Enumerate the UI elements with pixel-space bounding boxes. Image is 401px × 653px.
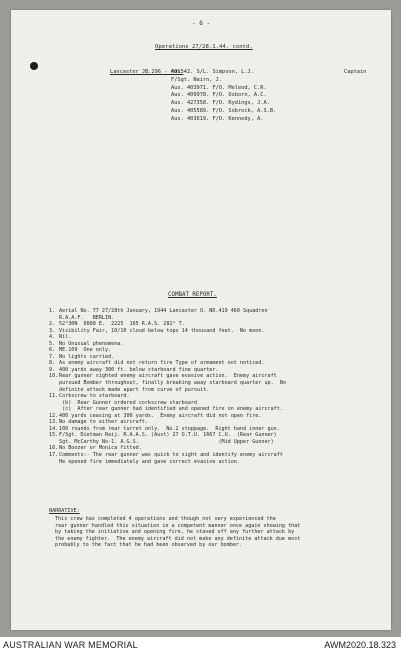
- combat-item-text: 400 yards ceasing at 300 yards. Enemy aircraft did not open fire.: [59, 412, 262, 419]
- combat-item-text: Visibility Fair, 10/10 cloud below tops 14 thousand feet. No moon.: [59, 327, 265, 334]
- combat-item-number: 14.: [49, 425, 59, 432]
- crew-member: F/Sgt. Nairn, J.: [171, 76, 223, 83]
- crew-member: Aus. 405589. F/O. Sobrock, A.S.B.: [171, 107, 277, 114]
- combat-report-items: [49, 308, 381, 465]
- combat-item-text: F/Sgt. Dietman Reij. R.A.A.S. (Aust) 27 O.T.U. 1667 C.U. (Rear Gunner): [59, 432, 277, 439]
- combat-item-text: As enemy aircraft did not return fire Type of armament not noticed.: [59, 360, 265, 367]
- combat-item-text: (c) After rear gunner had identified and opened fire on enemy aircraft.: [59, 406, 283, 413]
- combat-item-number: 1.: [49, 308, 56, 314]
- combat-item-text: ME.109 One only.: [59, 347, 112, 354]
- crew-member: Aus. 409978. F/O. Osborn, A.C.: [171, 92, 267, 99]
- narrative-label: NARRATIVE:: [49, 508, 80, 514]
- combat-item-text: Sgt. McCarthy No-1. A.G.S. (Mid Upper Gunner): [59, 438, 274, 445]
- combat-item-text: Comments:- The rear gunner was quick to sight and identify enemy aircraft: [59, 452, 283, 459]
- crew-member: Aus. 403619. F/O. Kennedy, A.: [171, 115, 264, 122]
- combat-item-text: No Unusual phenomena.: [59, 340, 124, 347]
- footer-bar: [0, 637, 401, 653]
- combat-item-number: 16.: [49, 445, 59, 452]
- combat-item-number: 11.: [49, 393, 59, 400]
- punch-hole: [30, 62, 38, 70]
- combat-item-text: 400 yards away 300 ft. below starboard fine quarter.: [59, 366, 219, 373]
- combat-item-line: [49, 459, 381, 466]
- combat-item-text: He opened fire immediately and gave correct evasive action.: [59, 458, 240, 465]
- combat-item-text: 52°30N 0008 E. 2225 165 R.A.S. 281° T.: [59, 321, 185, 328]
- narrative-line: the enemy fighter. The enemy aircraft did not make any definite attack due most: [55, 535, 301, 542]
- combat-item-number: 12.: [49, 412, 59, 419]
- combat-item-text: Corkscrew to starboard.: [59, 393, 130, 400]
- combat-item-text: No damage to either aircraft.: [59, 419, 148, 426]
- combat-item-number: 10.: [49, 373, 59, 380]
- combat-item-number: 7.: [49, 353, 56, 360]
- operations-heading: Operations 27/28.1.44. contd.: [155, 44, 253, 50]
- crew-list: [171, 69, 276, 124]
- narrative-line: probably to the fact that he had been observed by our bomber.: [55, 542, 243, 549]
- combat-item-number: 17.: [49, 452, 59, 459]
- crew-member: Aus. 403971. F/O. Meleod, C.R.: [171, 84, 267, 91]
- combat-item-text: No Boozer or Monica fitted.: [59, 445, 142, 452]
- combat-item-text: 100 rounds from rear turret only. No.2 stoppage. Right hand inner gun.: [59, 425, 280, 432]
- combat-item-number: 8.: [49, 360, 56, 367]
- combat-report-title: COMBAT REPORT.: [168, 292, 217, 298]
- narrative-line: rear gunner handled this situation in a competent manner once again showing that: [55, 522, 301, 529]
- crew-member: 401542. S/L. Simpson, L.J.: [171, 69, 254, 75]
- combat-item-text: Nil.: [59, 334, 72, 341]
- combat-item-number: 3.: [49, 327, 56, 334]
- combat-item-text: (b) Rear Gunner ordered corkscrew starboard: [59, 399, 198, 406]
- footer-accession-number: AWM2020.18.323: [324, 640, 396, 650]
- page-number: - 6 -: [192, 20, 211, 27]
- combat-item-text: No lights carried.: [59, 353, 115, 360]
- aircraft-designation: Lancaster JB.296 - Aus.: [110, 69, 184, 75]
- combat-item-text: Aerial No. 77 27/28th January, 1944 Lancaster O. ND.419 460 Squadron: [59, 308, 268, 314]
- document-page: [11, 10, 391, 630]
- crew-member: Aus. 427358. F/O. Rydings, J.A.: [171, 100, 270, 107]
- narrative-text: [55, 516, 381, 549]
- combat-item-number: [49, 459, 59, 466]
- narrative-line: by taking the initiative and opening fire, he staved off any further attack by: [55, 529, 295, 536]
- narrative-line: This crew has completed 4 operations and though not very experienced the: [55, 516, 276, 522]
- combat-item-text: Rear gunner sighted enemy aircraft gave evasive action. Enemy aircraft: [59, 373, 277, 380]
- combat-item-text: pursued Bomber throughout, finally breaking away starboard quarter up. No: [59, 380, 286, 387]
- combat-item-number: 5.: [49, 340, 56, 347]
- footer-institution: AUSTRALIAN WAR MEMORIAL: [3, 640, 138, 650]
- combat-item-number: 9.: [49, 366, 56, 373]
- combat-item-number: 15.: [49, 432, 59, 439]
- combat-item-number: 2.: [49, 321, 56, 328]
- combat-item-number: 4.: [49, 334, 56, 341]
- combat-item-text: definite attack made apart from curve of pursuit.: [59, 386, 210, 393]
- combat-item-text: R.A.A.F. BERLIN.: [59, 314, 115, 321]
- combat-item-number: 6.: [49, 347, 56, 354]
- captain-label: Captain: [344, 69, 367, 75]
- combat-item-number: 13.: [49, 419, 59, 426]
